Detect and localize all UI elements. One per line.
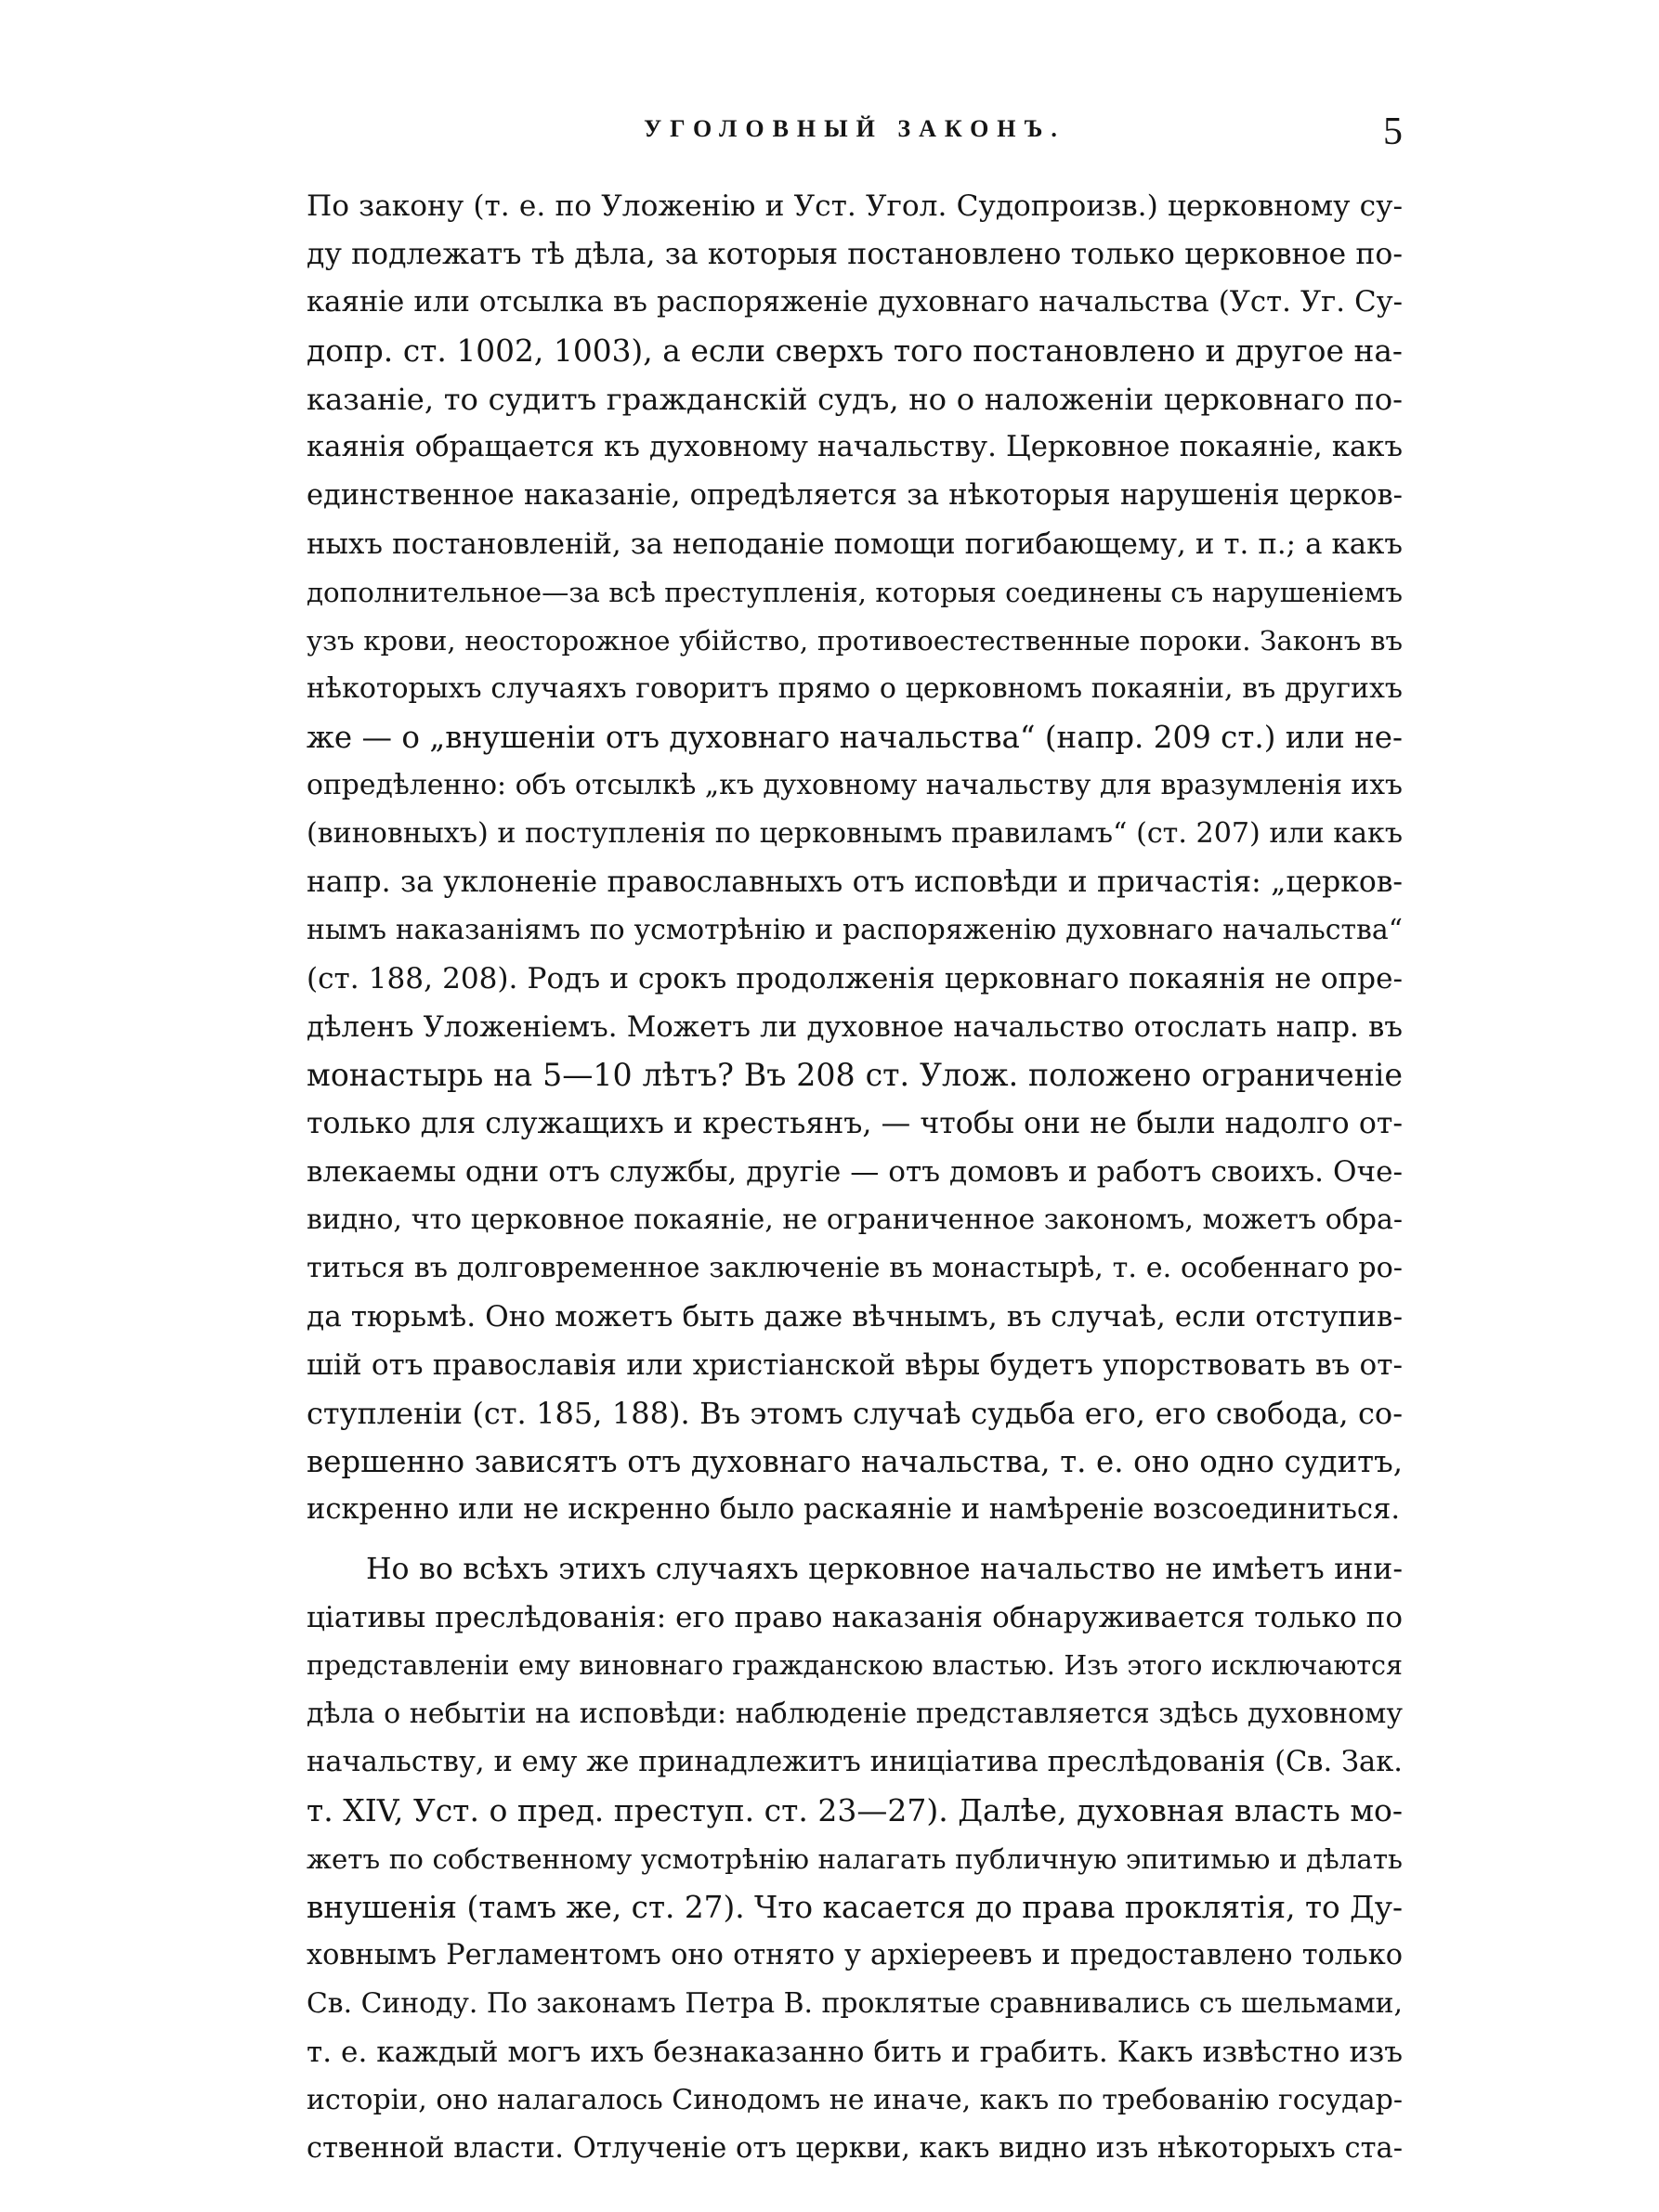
text-line: каянія обращается къ духовному начальству. Церковное покаяніе, какъ — [307, 431, 1403, 463]
text-line: единственное наказаніе, опредѣляется за нѣкоторыя нарушенія церков- — [307, 479, 1403, 512]
text-line: дѣленъ Уложеніемъ. Можетъ ли духовное начальство отослать напр. въ — [307, 1010, 1403, 1044]
text-line: (виновныхъ) и поступленія по церковнымъ правиламъ“ (ст. 207) или какъ — [307, 817, 1403, 850]
text-line: узъ крови, неосторожное убійство, противоестественные пороки. Законъ въ — [307, 625, 1403, 657]
paragraph-gap — [307, 1534, 1403, 1545]
text-line: исторіи, оно налагалось Синодомъ не иначе, какъ по требованію государ- — [307, 2084, 1403, 2116]
body-text — [307, 182, 1403, 2173]
text-line: вершенно зависятъ отъ духовнаго начальства, т. е. оно одно судитъ, — [307, 1444, 1403, 1479]
text-line: нѣкоторыхъ случаяхъ говоритъ прямо о церковномъ покаяніи, въ другихъ — [307, 672, 1403, 705]
text-line: допр. ст. 1002, 1003), а если сверхъ того постановлено и другое на- — [307, 333, 1403, 369]
text-line: Св. Синоду. По законамъ Петра В. проклятые сравнивались съ шельмами, — [307, 1987, 1403, 2020]
text-line: ственной власти. Отлученіе отъ церкви, какъ видно изъ нѣкоторыхъ ста- — [307, 2132, 1403, 2165]
text-line: да тюрьмѣ. Оно можетъ быть даже вѣчнымъ, въ случаѣ, если отступив- — [307, 1300, 1403, 1334]
text-line: шій отъ православія или христіанской вѣры будетъ упорствовать въ от- — [307, 1348, 1403, 1382]
text-line: дѣла о небытіи на исповѣди: наблюденіе представляется здѣсь духовному — [307, 1698, 1403, 1730]
text-line: только для служащихъ и крестьянъ, — чтобы они не были надолго от- — [307, 1107, 1403, 1140]
text-line: ховнымъ Регламентомъ оно отнято у архіереевъ и предоставлено только — [307, 1939, 1403, 1971]
text-line: казаніе, то судитъ гражданскій судъ, но о наложеніи церковнаго по- — [307, 382, 1403, 417]
text-line: Но во всѣхъ этихъ случаяхъ церковное начальство не имѣетъ ини- — [366, 1553, 1403, 1586]
text-line: нымъ наказаніямъ по усмотрѣнію и распоряженію духовнаго начальства“ — [307, 914, 1403, 946]
text-line: т. е. каждый могъ ихъ безнаказанно бить и грабить. Какъ извѣстно изъ — [307, 2036, 1403, 2069]
running-title: УГОЛОВНЫЙ ЗАКОНЪ. — [644, 115, 1065, 142]
text-line: искренно или не искренно было раскаяніе и намѣреніе возсоединиться. — [307, 1493, 1401, 1526]
text-line: ду подлежатъ тѣ дѣла, за которыя постановлено только церковное по- — [307, 238, 1403, 271]
text-line: каяніе или отсылка въ распоряженіе духовнаго начальства (Уст. Уг. Су- — [307, 286, 1403, 319]
text-line: видно, что церковное покаяніе, не ограниченное закономъ, можетъ обра- — [307, 1204, 1403, 1236]
text-line: начальству, и ему же принадлежитъ иниціатива преслѣдованія (Св. Зак. — [307, 1746, 1403, 1778]
text-line: т. XIV, Уст. о пред. преступ. ст. 23—27). Далѣе, духовная власть мо- — [307, 1792, 1403, 1828]
text-line: ступленіи (ст. 185, 188). Въ этомъ случаѣ судьба его, его свобода, со- — [307, 1396, 1403, 1431]
text-line: ціативы преслѣдованія: его право наказанія обнаруживается только по — [307, 1601, 1403, 1634]
text-line: По закону (т. е. по Уложенію и Уст. Угол. Судопроизв.) церковному су- — [307, 189, 1403, 223]
text-line: титься въ долговременное заключеніе въ монастырѣ, т. е. особеннаго ро- — [307, 1252, 1403, 1284]
page-number: 5 — [1383, 111, 1403, 153]
text-line: внушенія (тамъ же, ст. 27). Что касается до права проклятія, то Ду- — [307, 1890, 1403, 1925]
text-line: же — о „внушеніи отъ духовнаго начальства“ (напр. 209 ст.) или не- — [307, 720, 1403, 755]
running-head — [307, 110, 1403, 156]
text-line: напр. за уклоненіе православныхъ отъ исповѣди и причастія: „церков- — [307, 865, 1403, 899]
text-line: (ст. 188, 208). Родъ и срокъ продолженія церковнаго покаянія не опре- — [307, 962, 1403, 995]
text-line: опредѣленно: объ отсылкѣ „къ духовному начальству для вразумленія ихъ — [307, 769, 1403, 801]
text-line: дополнительное—за всѣ преступленія, которыя соединены съ нарушеніемъ — [307, 577, 1403, 608]
text-line: представленіи ему виновнаго гражданскою властью. Изъ этого исключаются — [307, 1650, 1403, 1681]
paragraph — [307, 182, 1403, 1534]
paragraph — [307, 1545, 1403, 2173]
text-line: монастырь на 5—10 лѣтъ? Въ 208 ст. Улож. положено ограниченіе — [307, 1057, 1403, 1093]
text-line: влекаемы одни отъ службы, другіе — отъ домовъ и работъ своихъ. Оче- — [307, 1155, 1403, 1189]
text-line: жетъ по собственному усмотрѣнію налагать публичную эпитимью и дѣлать — [307, 1843, 1403, 1875]
text-line: ныхъ постановленій, за неподаніе помощи погибающему, и т. п.; а какъ — [307, 527, 1403, 561]
